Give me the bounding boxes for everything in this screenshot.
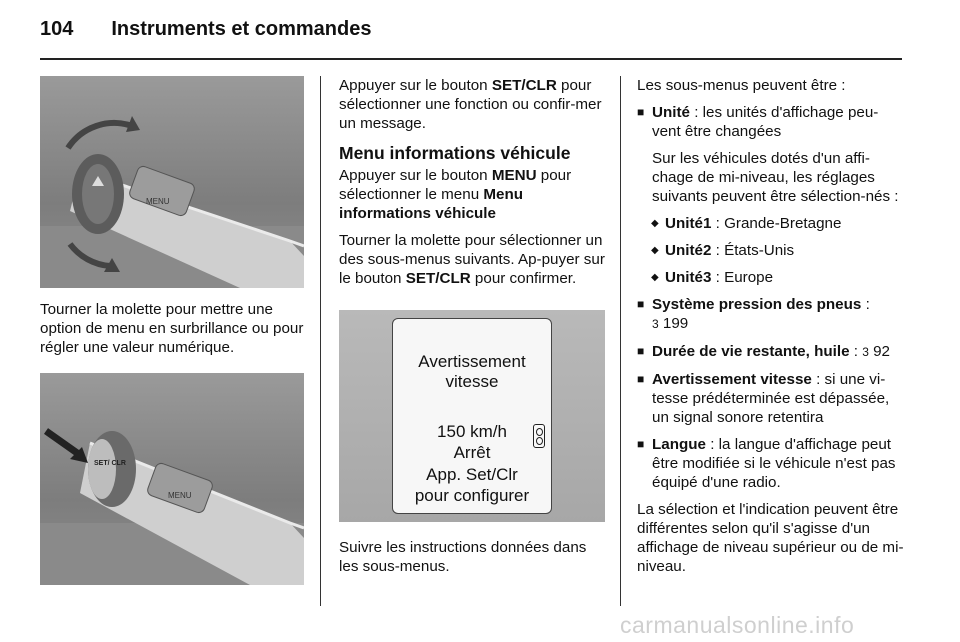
page-title: Instruments et commandes xyxy=(111,18,372,40)
list-item-unite1: ◆ Unité1 : Grande-Bretagne xyxy=(651,215,842,232)
section-heading: Menu informations véhicule xyxy=(339,143,571,163)
display-line-3: 150 km/h xyxy=(437,422,507,441)
page-ref-icon: 3 xyxy=(862,345,869,359)
page-ref: 92 xyxy=(868,343,890,360)
submenus-intro: Les sous-menus peuvent être : xyxy=(637,77,846,94)
list-item-unite3: ◆ Unité3 : Europe xyxy=(651,269,774,286)
square-bullet-icon: ■ xyxy=(637,297,645,311)
display-line-5: App. Set/Clr xyxy=(426,465,518,484)
stalk-illustration-2 xyxy=(40,373,304,585)
svg-text:MENU: MENU xyxy=(146,197,170,206)
paragraph-rotate: Tourner la molette pour sélectionner un des sous-menus suivants. Ap-puyer sur le bouton SET/CLR pour confirmer. xyxy=(339,232,605,287)
set-clr-label: SET/ CLR xyxy=(94,460,126,467)
submenu-list xyxy=(637,103,905,492)
diamond-bullet-icon: ◆ xyxy=(651,272,659,283)
fuel-gauge-icon xyxy=(533,424,545,448)
paragraph-outro: La sélection et l'indication peuvent être différentes selon qu'il s'agisse d'un affichage de niveau supérieur ou de mi-niveau. xyxy=(637,501,904,575)
display-line-2: vitesse xyxy=(445,372,499,391)
display-illustration xyxy=(339,310,605,522)
svg-text:MENU: MENU xyxy=(168,491,192,500)
list-item-oil: ■ Durée de vie restante, huile : 3 92 xyxy=(637,343,890,360)
display-line-4: Arrêt xyxy=(453,443,491,462)
diamond-bullet-icon: ◆ xyxy=(651,218,659,229)
paragraph-follow: Suivre les instructions données dans les sous-menus. xyxy=(339,539,587,575)
column-divider-2 xyxy=(620,76,621,606)
stalk-rotation-photo xyxy=(40,76,304,288)
stalk-illustration xyxy=(40,76,304,288)
square-bullet-icon: ■ xyxy=(637,372,645,386)
list-item-speed: ■ Avertissement vitesse : si une vi-tesse prédéterminée est dépassée, un signal sonore retentira xyxy=(637,371,890,426)
diamond-bullet-icon: ◆ xyxy=(651,245,659,256)
watermark: carmanualsonline.info xyxy=(620,612,855,638)
page-number: 104 xyxy=(40,18,74,40)
caption-rotate: Tourner la molette pour mettre une option de menu en surbrillance ou pour régler une valeur numérique. xyxy=(40,301,304,356)
stalk-button-photo xyxy=(40,373,304,585)
page-header xyxy=(40,18,371,41)
info-display-screen xyxy=(392,318,552,514)
display-line-6: pour configurer xyxy=(414,486,530,505)
header-rule xyxy=(40,58,902,60)
square-bullet-icon: ■ xyxy=(637,344,645,358)
unite-sub-text: Sur les véhicules dotés d'un affi-chage de mi-niveau, les réglages suivants peuvent être sélection-nés : xyxy=(652,150,899,205)
page-ref: 199 xyxy=(658,315,689,332)
list-item-unite: ■ Unité : les unités d'affichage peu-vent être changées Sur les véhicules dotés d'un affi-chage de mi-niveau, les réglages suivants peuvent être sélection-nés : xyxy=(637,103,905,206)
column-divider-1 xyxy=(320,76,321,606)
display-line-1: Avertissement xyxy=(418,352,526,371)
list-item-tpms: ■ Système pression des pneus : 3 199 xyxy=(637,296,870,332)
column-2 xyxy=(339,76,605,584)
column-3 xyxy=(637,76,905,584)
list-item-language: ■ Langue : la langue d'affichage peut être modifiée si le véhicule n'est pas équipé d'une radio. xyxy=(637,436,896,491)
page-ref-icon: 3 xyxy=(652,317,659,331)
square-bullet-icon: ■ xyxy=(637,437,645,451)
column-1 xyxy=(40,76,304,585)
square-bullet-icon: ■ xyxy=(637,105,645,119)
list-item-unite2: ◆ Unité2 : États-Unis xyxy=(651,242,795,259)
paragraph-menu: Appuyer sur le bouton MENU pour sélectionner le menu Menu informations véhicule xyxy=(339,167,572,222)
paragraph-set-clr: Appuyer sur le bouton SET/CLR pour sélectionner une fonction ou confir-mer un message. xyxy=(339,77,602,132)
